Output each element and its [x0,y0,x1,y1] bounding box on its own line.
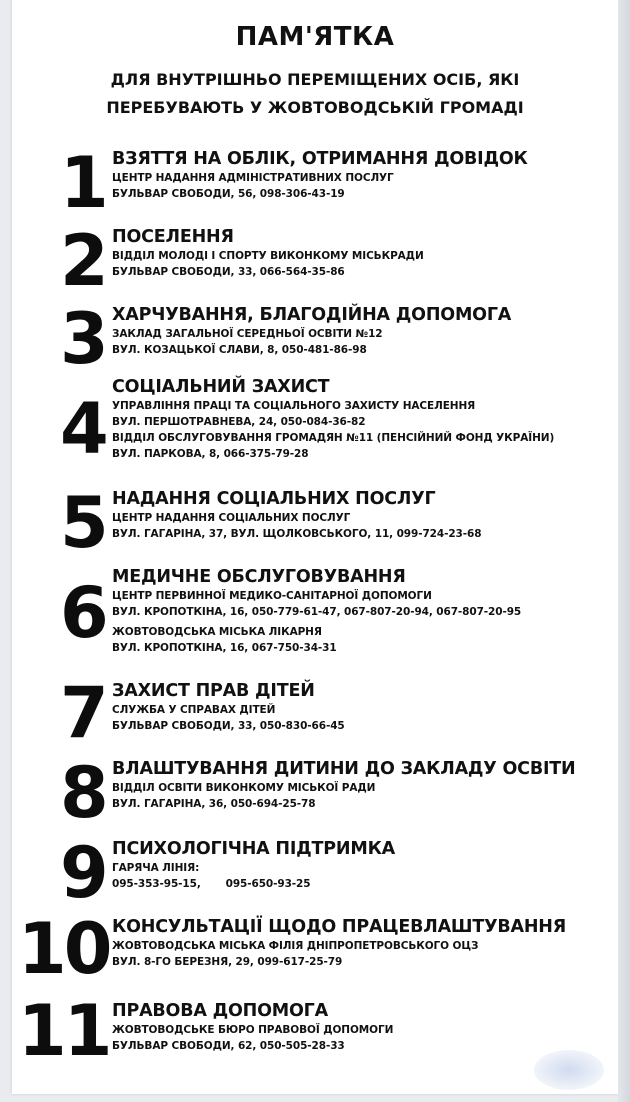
item-line: ВІДДІЛ МОЛОДІ І СПОРТУ ВИКОНКОМУ МІСЬКРАДИ [112,250,424,262]
item-line: ЖОВТОВОДСЬКА МІСЬКА ЛІКАРНЯ [112,626,322,638]
item-heading: ЗАХИСТ ПРАВ ДІТЕЙ [112,681,315,701]
page-title: ПАМ'ЯТКА [235,22,395,52]
item-line: ЖОВТОВОДСЬКА МІСЬКА ФІЛІЯ ДНІПРОПЕТРОВСЬКОГО ОЦЗ [112,940,479,952]
item-heading: ВЗЯТТЯ НА ОБЛІК, ОТРИМАННЯ ДОВІДОК [112,149,528,169]
item-number: 6 [60,572,109,654]
item-line: СЛУЖБА У СПРАВАХ ДІТЕЙ [112,704,276,716]
item-number: 1 [60,142,109,224]
subtitle-line-1: ДЛЯ ВНУТРІШНЬО ПЕРЕМІЩЕНИХ ОСІБ, ЯКІ [110,70,520,89]
item-heading: ПРАВОВА ДОПОМОГА [112,1001,328,1021]
item-number: 7 [60,672,109,754]
item-line: ВУЛ. ГАГАРІНА, 36, 050-694-25-78 [112,798,316,810]
item-line: 095-353-95-15, 095-650-93-25 [112,878,311,890]
item-heading: ПСИХОЛОГІЧНА ПІДТРИМКА [112,839,396,859]
item-number: 4 [60,388,109,470]
item-heading: СОЦІАЛЬНИЙ ЗАХИСТ [112,377,330,397]
item-number: 9 [60,832,109,914]
item-number: 2 [60,220,109,302]
item-line: ВІДДІЛ ОБСЛУГОВУВАННЯ ГРОМАДЯН №11 (ПЕНСІЙНИЙ ФОНД УКРАЇНИ) [112,432,555,444]
document-page [12,0,618,1094]
item-line: ВУЛ. ГАГАРІНА, 37, ВУЛ. ЩОЛКОВСЬКОГО, 11, 099-724-23-68 [112,528,482,540]
item-heading: КОНСУЛЬТАЦІЇ ЩОДО ПРАЦЕВЛАШТУВАННЯ [112,917,567,937]
item-heading: НАДАННЯ СОЦІАЛЬНИХ ПОСЛУГ [112,489,436,509]
item-line: ЖОВТОВОДСЬКЕ БЮРО ПРАВОВОЇ ДОПОМОГИ [112,1024,394,1036]
item-line: ВУЛ. 8-ГО БЕРЕЗНЯ, 29, 099-617-25-79 [112,956,343,968]
item-line: ЦЕНТР НАДАННЯ СОЦІАЛЬНИХ ПОСЛУГ [112,512,351,524]
item-line: ЦЕНТР ПЕРВИННОЇ МЕДИКО-САНІТАРНОЇ ДОПОМОГИ [112,590,432,602]
item-line: БУЛЬВАР СВОБОДИ, 33, 066-564-35-86 [112,266,345,278]
item-line: ВУЛ. КРОПОТКІНА, 16, 067-750-34-31 [112,642,337,654]
decorative-blur [534,1050,604,1090]
item-number: 3 [60,298,109,380]
item-line: ВУЛ. ПЕРШОТРАВНЕВА, 24, 050-084-36-82 [112,416,366,428]
item-heading: МЕДИЧНЕ ОБСЛУГОВУВАННЯ [112,567,406,587]
item-number: 5 [60,482,109,564]
item-number: 8 [60,752,109,834]
item-line: БУЛЬВАР СВОБОДИ, 33, 050-830-66-45 [112,720,345,732]
item-line: БУЛЬВАР СВОБОДИ, 62, 050-505-28-33 [112,1040,345,1052]
item-line: ЗАКЛАД ЗАГАЛЬНОЇ СЕРЕДНЬОЇ ОСВІТИ №12 [112,328,383,340]
item-line: УПРАВЛІННЯ ПРАЦІ ТА СОЦІАЛЬНОГО ЗАХИСТУ НАСЕЛЕННЯ [112,400,476,412]
item-number: 10 [18,908,110,990]
item-heading: ПОСЕЛЕННЯ [112,227,234,247]
item-number: 11 [18,990,110,1072]
right-edge [618,0,630,1102]
item-heading: ХАРЧУВАННЯ, БЛАГОДІЙНА ДОПОМОГА [112,305,512,325]
item-line: ВУЛ. КОЗАЦЬКОЇ СЛАВИ, 8, 050-481-86-98 [112,344,367,356]
item-line: ВУЛ. ПАРКОВА, 8, 066-375-79-28 [112,448,309,460]
item-line: ГАРЯЧА ЛІНІЯ: [112,862,200,874]
subtitle-line-2: ПЕРЕБУВАЮТЬ У ЖОВТОВОДСЬКІЙ ГРОМАДІ [106,98,524,117]
item-line: ВІДДІЛ ОСВІТИ ВИКОНКОМУ МІСЬКОЇ РАДИ [112,782,376,794]
item-heading: ВЛАШТУВАННЯ ДИТИНИ ДО ЗАКЛАДУ ОСВІТИ [112,759,576,779]
item-line: БУЛЬВАР СВОБОДИ, 56, 098-306-43-19 [112,188,345,200]
item-line: ЦЕНТР НАДАННЯ АДМІНІСТРАТИВНИХ ПОСЛУГ [112,172,394,184]
item-line: ВУЛ. КРОПОТКІНА, 16, 050-779-61-47, 067-807-20-94, 067-807-20-95 [112,606,522,618]
